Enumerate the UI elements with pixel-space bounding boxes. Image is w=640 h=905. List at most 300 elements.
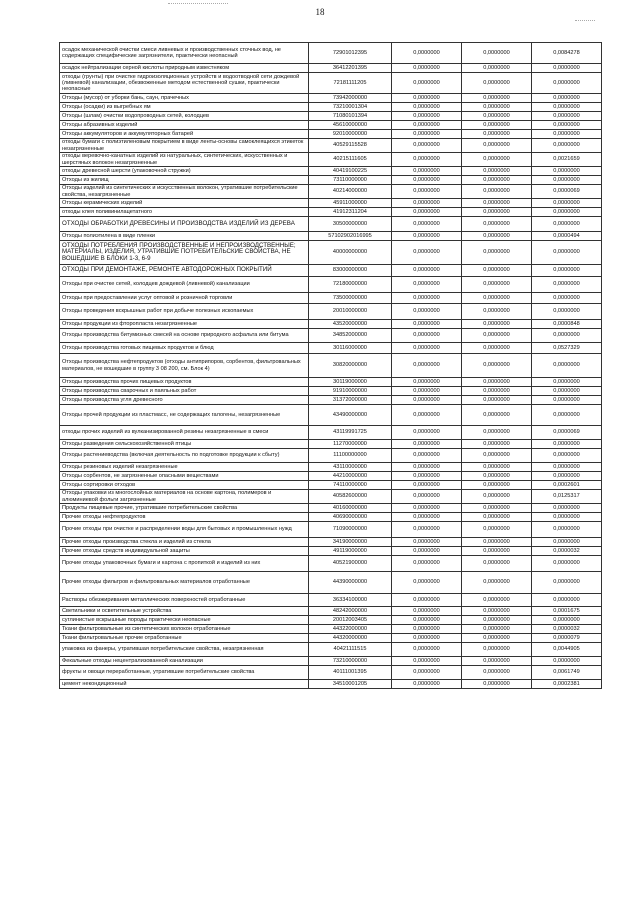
value-col1-cell: 0,0000000 (392, 199, 462, 208)
fkko-code-cell: 44322000000 (309, 625, 392, 634)
value-col1-cell: 0,0000000 (392, 304, 462, 320)
value-col2-cell: 0,0000000 (462, 153, 532, 167)
value-col2-cell: 0,0000000 (462, 73, 532, 94)
table-row (60, 167, 602, 176)
value-col3-cell: 0,0002381 (532, 680, 602, 689)
value-col1-cell: 0,0000000 (392, 121, 462, 130)
value-col2-cell: 0,0000000 (462, 387, 532, 396)
value-col3-cell: 0,0061749 (532, 666, 602, 680)
value-col3-cell: 0,0000000 (532, 616, 602, 625)
value-col1-cell: 0,0000000 (392, 616, 462, 625)
value-col2-cell: 0,0000000 (462, 426, 532, 440)
value-col3-cell: 0,0125317 (532, 490, 602, 504)
value-col3-cell: 0,0000000 (532, 208, 602, 217)
value-col3-cell: 0,0000079 (532, 634, 602, 643)
value-col2-cell: 0,0000000 (462, 657, 532, 666)
value-col3-cell: 0,0001675 (532, 607, 602, 616)
value-col1-cell: 0,0000000 (392, 130, 462, 139)
value-col2-cell: 0,0000000 (462, 449, 532, 463)
value-col1-cell: 0,0000000 (392, 265, 462, 277)
value-col3-cell: 0,0000000 (532, 167, 602, 176)
value-col2-cell: 0,0000000 (462, 396, 532, 405)
value-col1-cell: 0,0000000 (392, 472, 462, 481)
fkko-code-cell: 91910000000 (309, 387, 392, 396)
table-row (60, 64, 602, 73)
value-col2-cell: 0,0000000 (462, 405, 532, 426)
value-col1-cell: 0,0000000 (392, 277, 462, 293)
table-row (60, 556, 602, 572)
value-col2-cell: 0,0000000 (462, 547, 532, 556)
table-row (60, 378, 602, 387)
waste-name-cell: Прочие отходы при очистке и распределении воды для бытовых и промышленных нужд (60, 522, 309, 538)
table-row (60, 607, 602, 616)
value-col2-cell: 0,0000000 (462, 176, 532, 185)
value-col1-cell: 0,0000000 (392, 167, 462, 176)
waste-name-cell: Отходы сорбентов, не загрязненные опасными веществами (60, 472, 309, 481)
waste-name-cell: Отходы резиновых изделий незагрязненные (60, 463, 309, 472)
waste-name-cell: Отходы упаковки из многослойных материалов на основе картона, полимеров и алюминиевой фольги загрязненные (60, 490, 309, 504)
table-row (60, 130, 602, 139)
table-row (60, 426, 602, 440)
fkko-code-cell: 43110000000 (309, 463, 392, 472)
table-row (60, 121, 602, 130)
waste-name-cell: упаковка из фанеры, утратившая потребительские свойства, незагрязненная (60, 643, 309, 657)
value-col3-cell: 0,0000000 (532, 463, 602, 472)
value-col2-cell: 0,0000000 (462, 343, 532, 354)
table-row (60, 153, 602, 167)
waste-name-cell: суглинистые вскрышные породы практически неопасные (60, 616, 309, 625)
value-col1-cell: 0,0000000 (392, 657, 462, 666)
waste-name-cell: фрукты и овощи переработанные, утратившие потребительские свойства (60, 666, 309, 680)
waste-name-cell: Отходы (мусор) от уборки бань, саун, прачечных (60, 94, 309, 103)
fkko-code-cell: 11100000000 (309, 449, 392, 463)
fkko-code-cell: 48242000000 (309, 607, 392, 616)
value-col2-cell: 0,0000000 (462, 440, 532, 449)
value-col3-cell: 0,0000000 (532, 265, 602, 277)
table-row (60, 572, 602, 594)
table-row (60, 304, 602, 320)
value-col3-cell: 0,0000848 (532, 320, 602, 329)
table-row (60, 522, 602, 538)
scan-artifact (168, 3, 228, 5)
value-col1-cell: 0,0000000 (392, 153, 462, 167)
fkko-code-cell: 92010000000 (309, 130, 392, 139)
value-col1-cell: 0,0000000 (392, 440, 462, 449)
table-row (60, 634, 602, 643)
waste-name-cell: отходы клея поливинилацетатного (60, 208, 309, 217)
waste-name-cell: Прочие отходы нефтепродуктов (60, 513, 309, 522)
value-col3-cell: 0,0000000 (532, 440, 602, 449)
value-col2-cell: 0,0000000 (462, 522, 532, 538)
waste-name-cell: Отходы производства нефтепродуктов (отходы антиприпоров, сорбентов, фильтровальных материалов, не вошедшие в группу 3 08 200, см. Блок 4) (60, 354, 309, 378)
value-col2-cell: 0,0000000 (462, 320, 532, 329)
value-col2-cell: 0,0000000 (462, 139, 532, 153)
value-col2-cell: 0,0000000 (462, 208, 532, 217)
value-col1-cell: 0,0000000 (392, 556, 462, 572)
table-row (60, 277, 602, 293)
value-col1-cell: 0,0000000 (392, 139, 462, 153)
value-col3-cell: 0,0000000 (532, 387, 602, 396)
fkko-code-cell: 73500000000 (309, 293, 392, 304)
value-col3-cell: 0,0000000 (532, 472, 602, 481)
value-col3-cell: 0,0000032 (532, 547, 602, 556)
fkko-code-cell: 71080101394 (309, 112, 392, 121)
value-col3-cell: 0,0000000 (532, 94, 602, 103)
fkko-code-cell: 45911000000 (309, 199, 392, 208)
value-col3-cell: 0,0000000 (532, 73, 602, 94)
waste-name-cell: Растворы обезжиривания металлических поверхностей отработанные (60, 594, 309, 607)
waste-name-cell: Отходы (осадки) из выгребных ям (60, 103, 309, 112)
waste-name-cell: отходы (грунты) при очистке гидроизоляционных устройств и водоотводной сети дождевой (ливневой) канализации, обезвоженные методом естественной сушки, практически неопасные (60, 73, 309, 94)
waste-name-cell: Отходы при предоставлении услуг оптовой и розничной торговли (60, 293, 309, 304)
value-col1-cell: 0,0000000 (392, 481, 462, 490)
value-col3-cell: 0,0000000 (532, 277, 602, 293)
table-row (60, 405, 602, 426)
table-row (60, 112, 602, 121)
value-col2-cell: 0,0000000 (462, 304, 532, 320)
value-col1-cell: 0,0000000 (392, 176, 462, 185)
value-col2-cell: 0,0000000 (462, 217, 532, 232)
fkko-code-cell: 44320000000 (309, 634, 392, 643)
value-col2-cell: 0,0000000 (462, 43, 532, 64)
value-col3-cell: 0,0000000 (532, 199, 602, 208)
waste-name-cell: Прочие отходы производства стекла и изделий из стекла (60, 538, 309, 547)
value-col1-cell: 0,0000000 (392, 522, 462, 538)
fkko-code-cell: 30116000000 (309, 343, 392, 354)
table-row (60, 504, 602, 513)
value-col1-cell: 0,0000000 (392, 73, 462, 94)
value-col3-cell: 0,0000069 (532, 426, 602, 440)
waste-name-cell: отходы веревочно-канатных изделий из натуральных, синтетических, искусственных и шерстяных волокон незагрязненные (60, 153, 309, 167)
fkko-code-cell: 11270000000 (309, 440, 392, 449)
fkko-code-cell: 44210000000 (309, 472, 392, 481)
fkko-code-cell: 72180000000 (309, 277, 392, 293)
value-col3-cell: 0,0084278 (532, 43, 602, 64)
value-col3-cell: 0,0000000 (532, 513, 602, 522)
value-col2-cell: 0,0000000 (462, 329, 532, 343)
value-col2-cell: 0,0000000 (462, 680, 532, 689)
table-row (60, 538, 602, 547)
table-row (60, 185, 602, 199)
waste-name-cell: отходы бумаги с полиэтиленовым покрытием в виде ленты-основы самоклеящихся этикеток незагрязненные (60, 139, 309, 153)
waste-name-cell: Отходы растениеводства (включая деятельность по подготовке продукции к сбыту) (60, 449, 309, 463)
waste-name-cell: Прочие отходы средств индивидуальной защиты (60, 547, 309, 556)
value-col2-cell: 0,0000000 (462, 232, 532, 241)
value-col3-cell: 0,0000000 (532, 130, 602, 139)
waste-name-cell: Ткани фильтровальные прочие отработанные (60, 634, 309, 643)
fkko-code-cell: 40421111515 (309, 643, 392, 657)
value-col3-cell: 0,0527329 (532, 343, 602, 354)
waste-name-cell: Прочие отходы упаковочных бумаги и картона с пропиткой и изделий из них (60, 556, 309, 572)
value-col1-cell: 0,0000000 (392, 547, 462, 556)
fkko-code-cell: 73110000000 (309, 176, 392, 185)
waste-name-cell: Продукты пищевые прочие, утратившие потребительские свойства (60, 504, 309, 513)
value-col2-cell: 0,0000000 (462, 130, 532, 139)
waste-name-cell: Отходы керамических изделий (60, 199, 309, 208)
waste-name-cell: Ткани фильтровальные из синтетических волокон отработанные (60, 625, 309, 634)
waste-name-cell: Прочие отходы фильтров и фильтровальных материалов отработанные (60, 572, 309, 594)
value-col1-cell: 0,0000000 (392, 293, 462, 304)
table-row (60, 176, 602, 185)
value-col3-cell: 0,0000000 (532, 64, 602, 73)
table-row (60, 547, 602, 556)
value-col3-cell: 0,0000000 (532, 329, 602, 343)
value-col1-cell: 0,0000000 (392, 513, 462, 522)
fkko-code-cell: 40000000000 (309, 241, 392, 265)
value-col1-cell: 0,0000000 (392, 538, 462, 547)
fkko-code-cell: 31372000000 (309, 396, 392, 405)
fkko-code-cell: 40111001395 (309, 666, 392, 680)
value-col1-cell: 0,0000000 (392, 426, 462, 440)
waste-name-cell: Отходы производства сварочных и паяльных работ (60, 387, 309, 396)
value-col2-cell: 0,0000000 (462, 472, 532, 481)
value-col1-cell: 0,0000000 (392, 449, 462, 463)
fkko-code-cell: 71090000000 (309, 522, 392, 538)
value-col2-cell: 0,0000000 (462, 293, 532, 304)
value-col3-cell: 0,0000000 (532, 396, 602, 405)
value-col1-cell: 0,0000000 (392, 607, 462, 616)
waste-name-cell: осадок нейтрализации серной кислоты природным известняком (60, 64, 309, 73)
fkko-code-cell: 34190000000 (309, 538, 392, 547)
value-col1-cell: 0,0000000 (392, 634, 462, 643)
value-col3-cell: 0,0021659 (532, 153, 602, 167)
value-col2-cell: 0,0000000 (462, 94, 532, 103)
value-col1-cell: 0,0000000 (392, 378, 462, 387)
fkko-code-cell: 40215111605 (309, 153, 392, 167)
waste-name-cell: осадок механической очистки смеси ливневых и производственных сточных вод, не содержащих специфические загрязнители, практически неопасный (60, 43, 309, 64)
table-row (60, 680, 602, 689)
fkko-code-cell: 73210000000 (309, 657, 392, 666)
waste-name-cell: цемент некондиционный (60, 680, 309, 689)
fkko-code-cell: 40214000000 (309, 185, 392, 199)
waste-name-cell: Отходы из жилищ (60, 176, 309, 185)
value-col3-cell: 0,0000000 (532, 217, 602, 232)
fkko-code-cell: 30119000000 (309, 378, 392, 387)
value-col3-cell: 0,0000000 (532, 354, 602, 378)
table-row (60, 199, 602, 208)
value-col1-cell: 0,0000000 (392, 625, 462, 634)
waste-name-cell: Отходы проведения вскрышных работ при добыче полезных ископаемых (60, 304, 309, 320)
value-col1-cell: 0,0000000 (392, 103, 462, 112)
table-row (60, 513, 602, 522)
value-col3-cell: 0,0000494 (532, 232, 602, 241)
value-col2-cell: 0,0000000 (462, 607, 532, 616)
value-col1-cell: 0,0000000 (392, 680, 462, 689)
value-col1-cell: 0,0000000 (392, 64, 462, 73)
waste-name-cell: Отходы аккумуляторов и аккумуляторных батарей (60, 130, 309, 139)
value-col2-cell: 0,0000000 (462, 513, 532, 522)
value-col1-cell: 0,0000000 (392, 94, 462, 103)
value-col3-cell: 0,0000069 (532, 185, 602, 199)
waste-name-cell: отходы прочих изделий из вулканизированной резины незагрязненные в смеси (60, 426, 309, 440)
value-col3-cell: 0,0000000 (532, 241, 602, 265)
waste-name-cell: Отходы производства битумизных смесей на основе природного асфальта или битума (60, 329, 309, 343)
table-row (60, 241, 602, 265)
table-row (60, 449, 602, 463)
table-row (60, 103, 602, 112)
waste-name-cell: ОТХОДЫ ОБРАБОТКИ ДРЕВЕСИНЫ И ПРОИЗВОДСТВА ИЗДЕЛИЙ ИЗ ДЕРЕВА (60, 217, 309, 232)
value-col1-cell: 0,0000000 (392, 241, 462, 265)
table-row (60, 594, 602, 607)
table-row (60, 440, 602, 449)
table-row (60, 320, 602, 329)
value-col2-cell: 0,0000000 (462, 354, 532, 378)
waste-name-cell: Отходы производства готовых пищевых продуктов и блюд (60, 343, 309, 354)
value-col1-cell: 0,0000000 (392, 504, 462, 513)
fkko-code-cell: 34852000000 (309, 329, 392, 343)
value-col3-cell: 0,0000000 (532, 176, 602, 185)
value-col1-cell: 0,0000000 (392, 43, 462, 64)
value-col2-cell: 0,0000000 (462, 666, 532, 680)
waste-name-cell: Фекальные отходы нецентрализованной канализации (60, 657, 309, 666)
fkko-code-cell: 72181111205 (309, 73, 392, 94)
value-col3-cell: 0,0000000 (532, 449, 602, 463)
value-col2-cell: 0,0000000 (462, 167, 532, 176)
table-row (60, 463, 602, 472)
value-col2-cell: 0,0000000 (462, 594, 532, 607)
value-col3-cell: 0,0000000 (532, 405, 602, 426)
value-col3-cell: 0,0000000 (532, 538, 602, 547)
fkko-code-cell: 40690000000 (309, 513, 392, 522)
value-col1-cell: 0,0000000 (392, 387, 462, 396)
value-col3-cell: 0,0000000 (532, 121, 602, 130)
value-col1-cell: 0,0000000 (392, 405, 462, 426)
value-col2-cell: 0,0000000 (462, 634, 532, 643)
value-col1-cell: 0,0000000 (392, 208, 462, 217)
table-row (60, 643, 602, 657)
value-col2-cell: 0,0000000 (462, 556, 532, 572)
table-row (60, 472, 602, 481)
value-col1-cell: 0,0000000 (392, 594, 462, 607)
value-col2-cell: 0,0000000 (462, 199, 532, 208)
value-col1-cell: 0,0000000 (392, 112, 462, 121)
value-col2-cell: 0,0000000 (462, 616, 532, 625)
fkko-code-cell: 49119000000 (309, 547, 392, 556)
waste-name-cell: Отходы полиэтилена в виде пленки (60, 232, 309, 241)
fkko-code-cell: 41912311204 (309, 208, 392, 217)
fkko-code-cell: 40160000000 (309, 504, 392, 513)
waste-name-cell: ОТХОДЫ ПРИ ДЕМОНТАЖЕ, РЕМОНТЕ АВТОДОРОЖНЫХ ПОКРЫТИЙ (60, 265, 309, 277)
table-row (60, 73, 602, 94)
value-col2-cell: 0,0000000 (462, 481, 532, 490)
fkko-code-cell: 20012003405 (309, 616, 392, 625)
value-col3-cell: 0,0000000 (532, 572, 602, 594)
table-row (60, 293, 602, 304)
page-number: 18 (315, 7, 325, 17)
fkko-code-cell: 40521900000 (309, 556, 392, 572)
fkko-code-cell: 44390000000 (309, 572, 392, 594)
value-col2-cell: 0,0000000 (462, 625, 532, 634)
table-row (60, 232, 602, 241)
value-col3-cell: 0,0002601 (532, 481, 602, 490)
waste-name-cell: Отходы прочей продукции из пластмасс, не содержащих галогены, незагрязненные (60, 405, 309, 426)
value-col3-cell: 0,0000000 (532, 378, 602, 387)
waste-name-cell: Отходы производства прочих пищевых продуктов (60, 378, 309, 387)
waste-name-cell: Отходы абразивных изделий (60, 121, 309, 130)
value-col2-cell: 0,0000000 (462, 504, 532, 513)
fkko-code-cell: 57102902016995 (309, 232, 392, 241)
fkko-code-cell: 43520000000 (309, 320, 392, 329)
value-col2-cell: 0,0000000 (462, 538, 532, 547)
table-row (60, 43, 602, 64)
value-col3-cell: 0,0000000 (532, 556, 602, 572)
fkko-code-cell: 40582600000 (309, 490, 392, 504)
table-row (60, 354, 602, 378)
table-row (60, 481, 602, 490)
waste-name-cell: Отходы сортировки отходов (60, 481, 309, 490)
value-col2-cell: 0,0000000 (462, 490, 532, 504)
waste-name-cell: отходы древесной шерсти (упаковочной стружки) (60, 167, 309, 176)
value-col3-cell: 0,0044905 (532, 643, 602, 657)
scan-artifact (575, 20, 595, 22)
waste-name-cell: Отходы (шлам) очистки водопроводных сетей, колодцев (60, 112, 309, 121)
value-col1-cell: 0,0000000 (392, 232, 462, 241)
value-col1-cell: 0,0000000 (392, 217, 462, 232)
fkko-code-cell: 43490000000 (309, 405, 392, 426)
value-col3-cell: 0,0000000 (532, 112, 602, 121)
value-col3-cell: 0,0000000 (532, 657, 602, 666)
fkko-code-cell: 43119991725 (309, 426, 392, 440)
fkko-code-cell: 40529115528 (309, 139, 392, 153)
fkko-code-cell: 30820000000 (309, 354, 392, 378)
table-row (60, 625, 602, 634)
fkko-code-cell: 40419100225 (309, 167, 392, 176)
fkko-code-cell: 20010000000 (309, 304, 392, 320)
value-col3-cell: 0,0000000 (532, 504, 602, 513)
value-col3-cell: 0,0000000 (532, 139, 602, 153)
table-row (60, 94, 602, 103)
value-col2-cell: 0,0000000 (462, 112, 532, 121)
table-row (60, 217, 602, 232)
value-col1-cell: 0,0000000 (392, 490, 462, 504)
value-col2-cell: 0,0000000 (462, 572, 532, 594)
fkko-code-cell: 45610000000 (309, 121, 392, 130)
waste-name-cell: Отходы изделий из синтетических и искусственных волокон, утратившие потребительские свойства, незагрязненные (60, 185, 309, 199)
value-col1-cell: 0,0000000 (392, 572, 462, 594)
value-col1-cell: 0,0000000 (392, 329, 462, 343)
table-row (60, 329, 602, 343)
value-col1-cell: 0,0000000 (392, 396, 462, 405)
value-col1-cell: 0,0000000 (392, 320, 462, 329)
fkko-code-cell: 34510001205 (309, 680, 392, 689)
fkko-code-cell: 73210001304 (309, 103, 392, 112)
waste-name-cell: Отходы продукции из фторопласта незагрязненные (60, 320, 309, 329)
value-col2-cell: 0,0000000 (462, 121, 532, 130)
fkko-code-cell: 36334100000 (309, 594, 392, 607)
value-col2-cell: 0,0000000 (462, 103, 532, 112)
table-body (60, 43, 602, 689)
table-row (60, 616, 602, 625)
table-row (60, 666, 602, 680)
value-col2-cell: 0,0000000 (462, 64, 532, 73)
table-row (60, 343, 602, 354)
value-col1-cell: 0,0000000 (392, 666, 462, 680)
value-col2-cell: 0,0000000 (462, 643, 532, 657)
waste-name-cell: Отходы при очистке сетей, колодцев дождевой (ливневой) канализации (60, 277, 309, 293)
value-col2-cell: 0,0000000 (462, 265, 532, 277)
value-col2-cell: 0,0000000 (462, 241, 532, 265)
value-col1-cell: 0,0000000 (392, 463, 462, 472)
table-row (60, 657, 602, 666)
table-row (60, 208, 602, 217)
waste-name-cell: Светильники и осветительные устройства (60, 607, 309, 616)
waste-name-cell: Отходы производства угля древесного (60, 396, 309, 405)
value-col2-cell: 0,0000000 (462, 378, 532, 387)
value-col3-cell: 0,0000000 (532, 293, 602, 304)
value-col1-cell: 0,0000000 (392, 185, 462, 199)
value-col1-cell: 0,0000000 (392, 343, 462, 354)
value-col2-cell: 0,0000000 (462, 277, 532, 293)
